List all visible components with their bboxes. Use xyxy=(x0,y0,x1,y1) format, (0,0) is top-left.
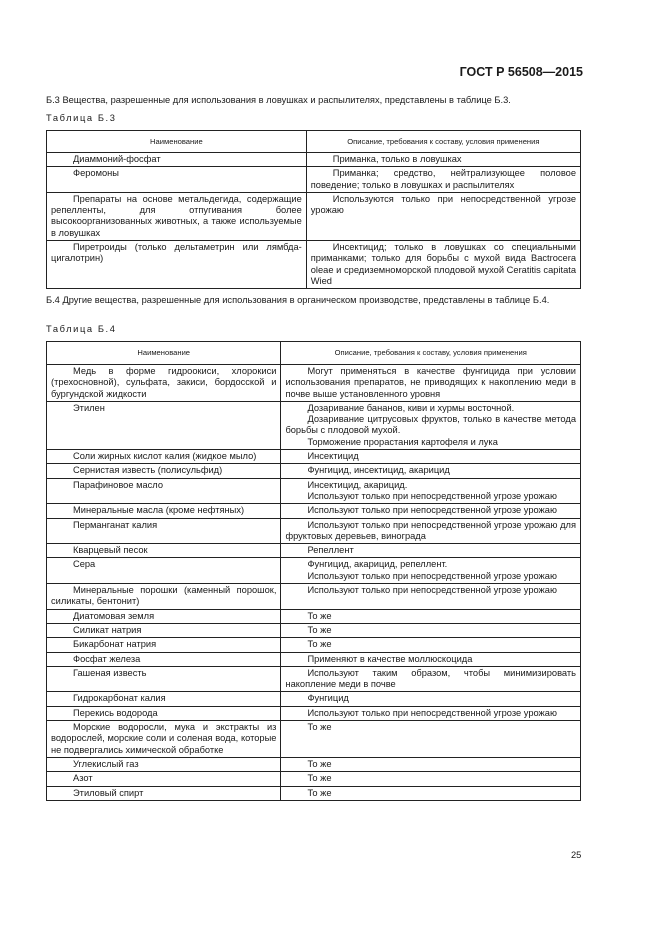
description-line: Используют только при непосредственной угрозе урожаю для фруктовых деревьев, винограда xyxy=(285,519,576,541)
substance-description xyxy=(306,241,580,289)
substance-description xyxy=(281,666,581,692)
column-header-name: Наименование xyxy=(47,342,281,365)
substance-name: Минеральные порошки (каменный порошок, силикаты, бентонит) xyxy=(47,584,281,610)
substance-name: Сера xyxy=(47,558,281,584)
column-header-description: Описание, требования к составу, условия применения xyxy=(281,342,581,365)
substance-description xyxy=(281,721,581,758)
substance-description xyxy=(281,652,581,666)
table-row xyxy=(47,504,581,518)
table-row xyxy=(47,721,581,758)
table-b4-body xyxy=(47,365,581,801)
table-row xyxy=(47,584,581,610)
description-line: Фунгицид, инсектицид, акарицид xyxy=(307,465,450,476)
standard-number: ГОСТ Р 56508—2015 xyxy=(459,65,583,79)
description-line: Используют таким образом, чтобы минимизировать накопление меди в почве xyxy=(285,667,576,690)
substance-name: Фосфат железа xyxy=(47,652,281,666)
description-line: Дозаривание бананов, киви и хурмы восточной. xyxy=(307,402,515,413)
description-line: То же xyxy=(307,773,332,784)
description-line: То же xyxy=(307,639,332,650)
table-row xyxy=(47,706,581,720)
table-row xyxy=(47,666,581,692)
table-b3 xyxy=(46,130,581,289)
description-line: Применяют в качестве моллюскоцида xyxy=(307,653,473,664)
substance-name: Гидрокарбонат калия xyxy=(47,692,281,706)
description-line: Дозаривание цитрусовых фруктов, только в качестве метода борьбы с плодовой мухой. xyxy=(285,414,576,436)
table-row xyxy=(47,652,581,666)
substance-description xyxy=(306,153,580,167)
substance-name: Этилен xyxy=(47,401,281,449)
table-row xyxy=(47,401,581,449)
substance-description xyxy=(281,757,581,771)
description-line: Используют только при непосредственной угрозе урожаю xyxy=(307,585,557,596)
description-line: То же xyxy=(307,610,332,621)
substance-name: Перекись водорода xyxy=(47,706,281,720)
description-line: То же xyxy=(307,624,332,635)
substance-name: Кварцевый песок xyxy=(47,544,281,558)
substance-description xyxy=(281,584,581,610)
page-number: 25 xyxy=(571,850,582,860)
table-row xyxy=(47,757,581,771)
substance-description xyxy=(281,401,581,449)
substance-name: Медь в форме гидроокиси, хлорокиси (трехосновной), сульфата, закиси, бордосской и бургундской жидкости xyxy=(47,365,281,402)
substance-description xyxy=(281,450,581,464)
substance-name: Перманганат калия xyxy=(47,518,281,544)
table-row xyxy=(47,365,581,402)
substance-name: Этиловый спирт xyxy=(47,786,281,800)
substance-description xyxy=(281,638,581,652)
substance-name: Соли жирных кислот калия (жидкое мыло) xyxy=(47,450,281,464)
description-line: Могут применяться в качестве фунгицида при условии использования препаратов, не приводящих к накоплению меди в почве выше установленного уровня xyxy=(285,366,576,399)
table-b3-body xyxy=(47,153,581,289)
substance-name: Азот xyxy=(47,772,281,786)
substance-name: Диатомовая земля xyxy=(47,609,281,623)
substance-description xyxy=(281,623,581,637)
section-b3-intro: Б.3 Вещества, разрешенные для использования в ловушках и распылителях, представлены в таблице Б.3. xyxy=(46,95,511,105)
substance-name: Минеральные масла (кроме нефтяных) xyxy=(47,504,281,518)
section-b4-intro: Б.4 Другие вещества, разрешенные для использования в органическом производстве, представлены в таблице Б.4. xyxy=(46,295,550,305)
substance-description xyxy=(281,609,581,623)
description-line: То же xyxy=(307,787,332,798)
substance-name: Препараты на основе метальдегида, содержащие репелленты, для отпугивания более высокоорганизованных животных, а также используемые в ловушках xyxy=(47,192,307,240)
substance-name: Углекислый газ xyxy=(47,757,281,771)
substance-description xyxy=(281,772,581,786)
table-row xyxy=(47,478,581,504)
table-row xyxy=(47,609,581,623)
description-line: Фунгицид, акарицид, репеллент. xyxy=(307,559,448,570)
substance-name: Морские водоросли, мука и экстракты из водорослей, морские соли и соленая вода, которые не подвергались химической обработке xyxy=(47,721,281,758)
table-row xyxy=(47,544,581,558)
substance-name: Парафиновое масло xyxy=(47,478,281,504)
substance-description xyxy=(281,692,581,706)
table-b4 xyxy=(46,341,581,801)
description-line: Инсектицид; только в ловушках со специальными приманками; только для борьбы с мухой вида Bactrocera oleae и средиземноморской плодовой мухой Ceratitis capitata Wied xyxy=(310,242,576,286)
substance-name: Сернистая известь (полисульфид) xyxy=(47,464,281,478)
substance-description xyxy=(306,167,580,193)
description-line: Используют только при непосредственной угрозе урожаю xyxy=(307,707,557,718)
substance-description xyxy=(281,544,581,558)
table-row xyxy=(47,772,581,786)
table-row xyxy=(47,167,581,193)
table-row xyxy=(47,692,581,706)
table-row xyxy=(47,153,581,167)
description-line: Используются только при непосредственной угрозе урожаю xyxy=(310,193,576,216)
description-line: Инсектицид, акарицид. xyxy=(307,479,408,490)
substance-name: Диаммоний-фосфат xyxy=(47,153,307,167)
table-row xyxy=(47,518,581,544)
substance-description xyxy=(281,786,581,800)
description-line: Торможение прорастания картофеля и лука xyxy=(307,436,498,447)
column-header-name: Наименование xyxy=(47,131,307,153)
substance-description xyxy=(281,365,581,402)
substance-description xyxy=(281,706,581,720)
substance-name: Бикарбонат натрия xyxy=(47,638,281,652)
table-row xyxy=(47,464,581,478)
table-row xyxy=(47,623,581,637)
table-row xyxy=(47,638,581,652)
description-line: То же xyxy=(307,758,332,769)
description-line: Репеллент xyxy=(307,545,354,556)
description-line: Фунгицид xyxy=(307,693,349,704)
substance-description xyxy=(281,464,581,478)
substance-description xyxy=(306,192,580,240)
table-row xyxy=(47,241,581,289)
substance-name: Силикат натрия xyxy=(47,623,281,637)
table-row xyxy=(47,558,581,584)
description-line: Используют только при непосредственной угрозе урожаю xyxy=(307,570,557,581)
substance-description xyxy=(281,558,581,584)
table-b4-caption: Таблица Б.4 xyxy=(46,324,117,334)
substance-name: Пиретроиды (только дельтаметрин или лямбда-цигалотрин) xyxy=(47,241,307,289)
description-line: Инсектицид xyxy=(307,451,359,462)
description-line: То же xyxy=(307,722,332,733)
substance-description xyxy=(281,518,581,544)
substance-name: Гашеная известь xyxy=(47,666,281,692)
table-row xyxy=(47,450,581,464)
column-header-description: Описание, требования к составу, условия применения xyxy=(306,131,580,153)
description-line: Используют только при непосредственной угрозе урожаю xyxy=(307,490,557,501)
description-line: Приманка; средство, нейтрализующее половое поведение; только в ловушках и распылителях xyxy=(310,168,576,190)
description-line: Используют только при непосредственной угрозе урожаю xyxy=(307,505,557,516)
table-b3-caption: Таблица Б.3 xyxy=(46,113,117,123)
table-row xyxy=(47,192,581,240)
substance-description xyxy=(281,504,581,518)
table-row xyxy=(47,786,581,800)
substance-description xyxy=(281,478,581,504)
description-line: Приманка, только в ловушках xyxy=(332,154,462,164)
substance-name: Феромоны xyxy=(47,167,307,193)
